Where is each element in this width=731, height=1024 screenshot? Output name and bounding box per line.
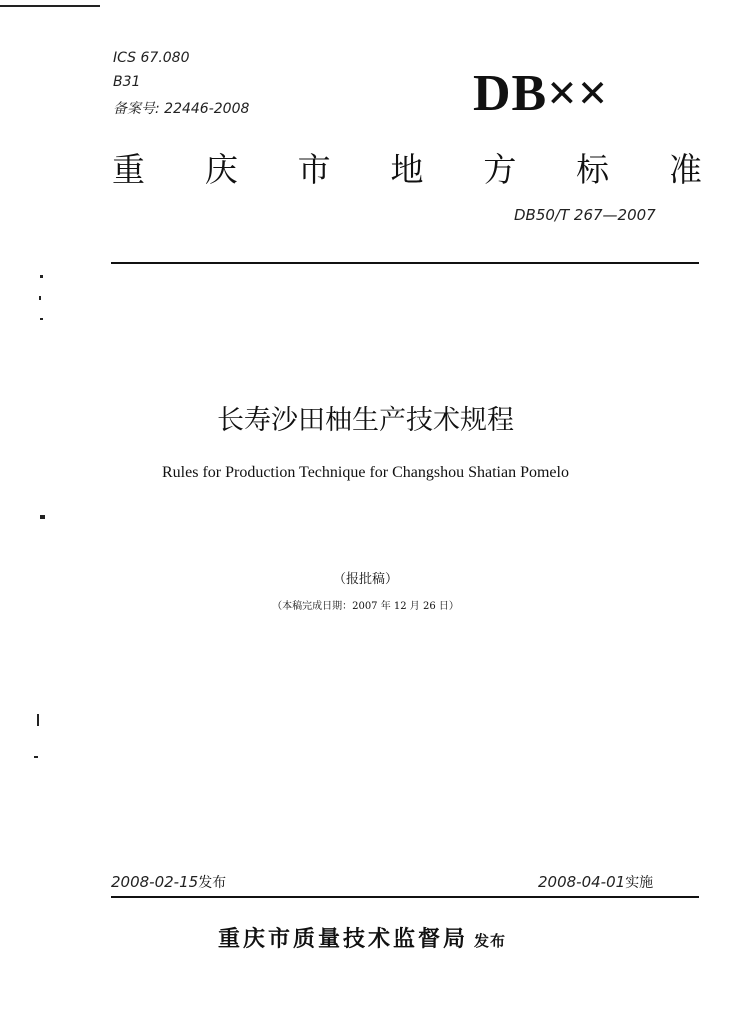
standard-type-char: 方 [483, 150, 517, 189]
ics-code [113, 50, 190, 66]
publish-label: 发布 [198, 876, 227, 891]
implement-label: 实施 [625, 876, 654, 891]
scan-speck [40, 515, 45, 519]
top-border-line [0, 5, 100, 7]
document-title-en: Rules for Production Technique for Changshou Shatian Pomelo [162, 464, 569, 481]
completion-date-note: （本稿完成日期：2007 年 12 月 26 日） [272, 601, 459, 612]
ccs-code-text: B31 [113, 74, 141, 90]
scan-speck [37, 714, 39, 726]
standard-type-char: 市 [297, 150, 331, 189]
record-number-text: 备案号: 22446-2008 [113, 101, 250, 117]
issuer [218, 922, 506, 953]
standard-type-char: 标 [576, 150, 610, 189]
record-number [113, 98, 249, 118]
draft-label: （报批稿） [332, 572, 398, 587]
issuer-suffix: 发布 [474, 932, 507, 950]
ccs-code [113, 74, 140, 90]
scan-speck [34, 756, 38, 758]
implement-date-value: 2008-04-01 [538, 873, 626, 891]
standard-type-char: 准 [668, 150, 702, 189]
standard-type-char: 重 [112, 150, 145, 189]
scan-speck [40, 318, 43, 320]
header-divider [111, 262, 699, 264]
implement-date [538, 872, 653, 892]
publish-date-value: 2008-02-15 [111, 873, 199, 891]
scan-speck [39, 296, 41, 300]
publish-date [111, 872, 226, 892]
standard-type-heading [112, 144, 702, 191]
footer-divider [111, 896, 699, 898]
standard-type-char: 地 [390, 150, 424, 189]
db-logo: DB×× [473, 65, 609, 122]
document-title-cn: 长寿沙田柚生产技术规程 [217, 405, 514, 436]
standard-number-text: DB50/T 267—2007 [514, 206, 656, 224]
scan-speck [40, 275, 43, 278]
issuer-name: 重庆市质量技术监督局 [218, 927, 469, 952]
standard-type-char: 庆 [204, 150, 238, 189]
ics-code-text: ICS 67.080 [113, 50, 190, 66]
standard-number [514, 206, 656, 225]
